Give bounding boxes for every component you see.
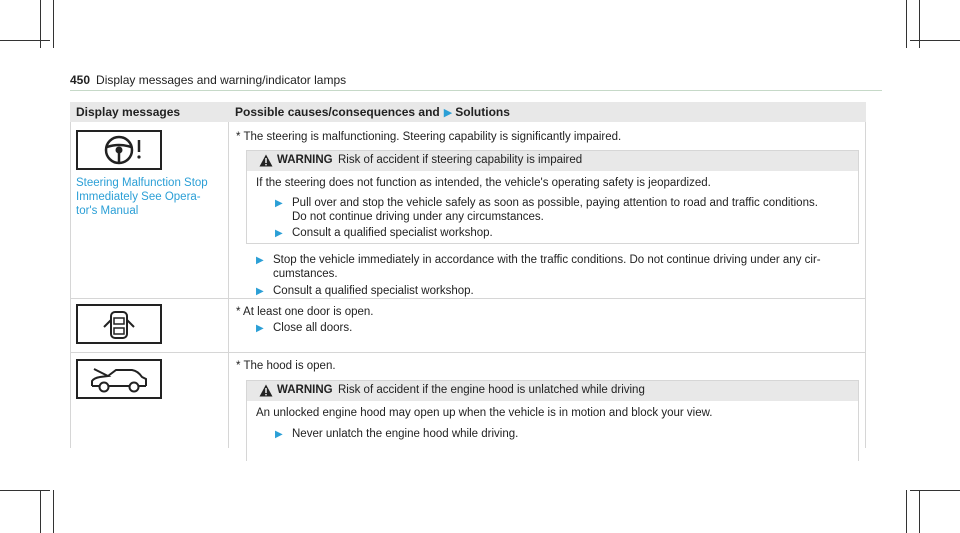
step-arrow-icon: ▶	[275, 198, 283, 209]
car-door-open-icon	[76, 304, 162, 344]
step-arrow-icon: ▶	[256, 323, 264, 334]
warning-header	[247, 151, 858, 171]
crop-mark	[906, 490, 907, 533]
warning-box	[246, 380, 859, 461]
warning-text: If the steering does not function as intended, the vehicle's operating safety is jeopardized.	[256, 177, 711, 189]
cause-text: * At least one door is open.	[236, 306, 374, 318]
warning-box	[246, 150, 859, 244]
step-arrow-icon: ▶	[275, 228, 283, 239]
crop-mark	[53, 0, 54, 48]
warning-step: Pull over and stop the vehicle safely as soon as possible, paying attention to road and traffic conditions. Do not continue driving under any circumstances.	[292, 197, 818, 223]
crop-mark	[919, 490, 920, 533]
solution-step: Consult a qualified specialist workshop.	[273, 285, 474, 297]
column-divider	[228, 122, 229, 448]
warning-step: Never unlatch the engine hood while driving.	[292, 428, 519, 440]
row-divider	[70, 298, 866, 299]
crop-mark	[906, 0, 907, 48]
page-title: Display messages and warning/indicator lamps	[96, 73, 347, 87]
warning-label: WARNING	[277, 384, 333, 396]
warning-header	[247, 381, 858, 401]
page-number: 450	[70, 73, 91, 87]
cause-text: * The hood is open.	[236, 360, 336, 372]
crop-mark	[53, 490, 54, 533]
crop-mark	[40, 490, 41, 533]
solution-step: Close all doors.	[273, 322, 353, 334]
table-header	[70, 102, 866, 122]
car-hood-open-icon	[76, 359, 162, 399]
warning-triangle-icon	[259, 384, 273, 402]
warning-title: Risk of accident if the engine hood is unlatched while driving	[338, 384, 645, 396]
col1-header: Display messages	[76, 105, 181, 119]
page-header	[70, 73, 346, 87]
warning-triangle-icon	[259, 154, 273, 172]
steering-wheel-exclamation-icon	[76, 130, 162, 170]
col2-header: Possible causes/consequences and ▶ Solutions	[235, 105, 510, 119]
solution-arrow-icon: ▶	[443, 107, 453, 119]
crop-mark	[910, 40, 960, 41]
cause-text: * The steering is malfunctioning. Steering capability is significantly impaired.	[236, 131, 622, 143]
warning-step: Consult a qualified specialist workshop.	[292, 227, 493, 239]
crop-mark	[0, 40, 50, 41]
display-message: Steering Malfunction Stop Immediately See Opera- tor's Manual	[76, 177, 208, 217]
row-divider	[70, 352, 866, 353]
solution-step: Stop the vehicle immediately in accordance with the traffic conditions. Do not continue driving under any cir- cumstances.	[273, 254, 821, 280]
warning-title: Risk of accident if steering capability is impaired	[338, 154, 583, 166]
table-border	[70, 122, 71, 448]
header-rule	[70, 90, 882, 91]
step-arrow-icon: ▶	[256, 286, 264, 297]
crop-mark	[0, 490, 50, 491]
step-arrow-icon: ▶	[256, 255, 264, 266]
warning-label: WARNING	[277, 154, 333, 166]
crop-mark	[910, 490, 960, 491]
warning-text: An unlocked engine hood may open up when the vehicle is in motion and block your view.	[256, 407, 713, 419]
table-border	[865, 122, 866, 448]
messages-table	[70, 102, 866, 448]
step-arrow-icon: ▶	[275, 429, 283, 440]
